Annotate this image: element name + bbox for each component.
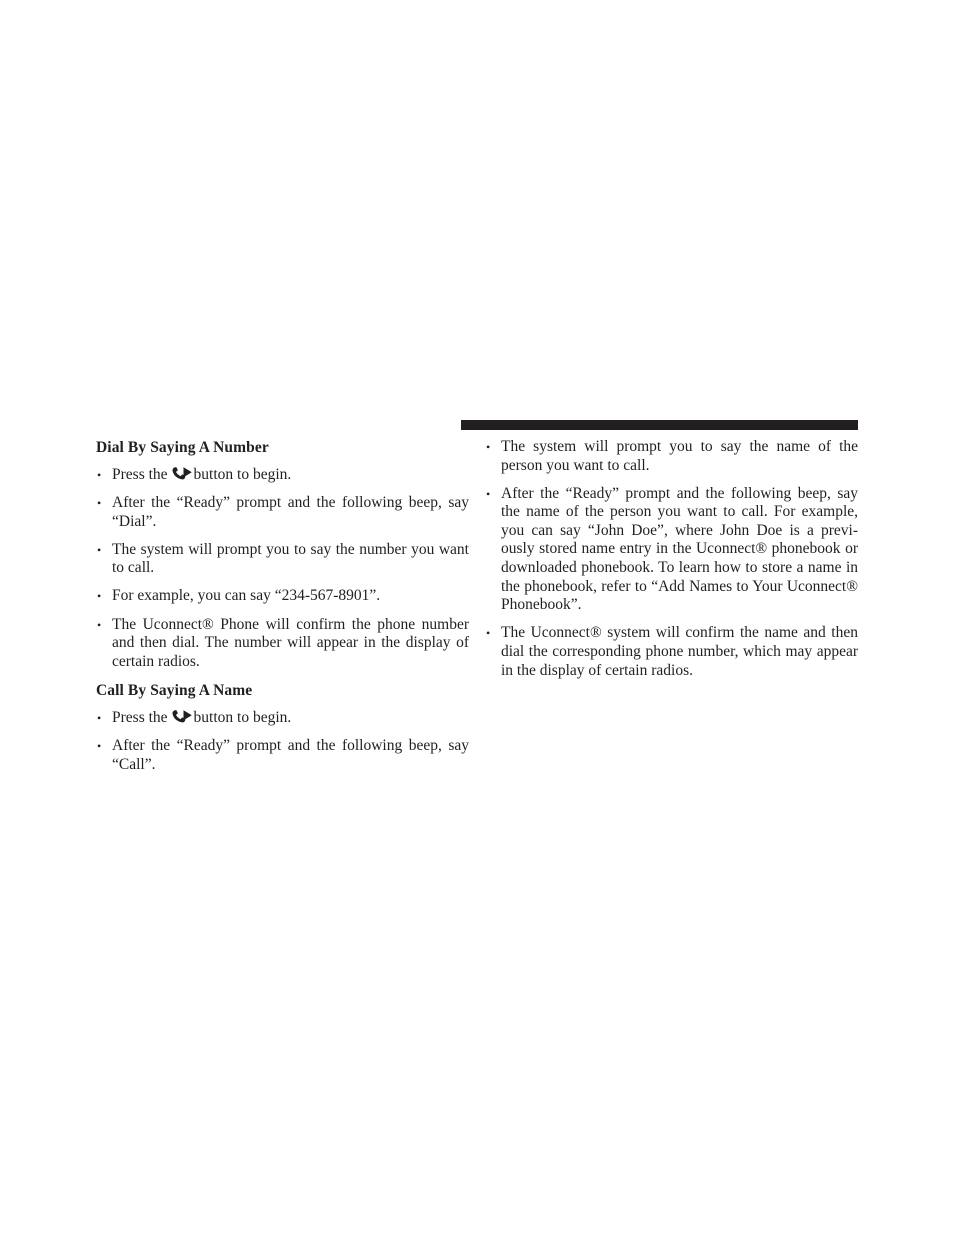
bullet-icon: • — [97, 589, 102, 604]
right-column-list — [485, 438, 858, 680]
list-item: • Press the button to begin. — [97, 708, 292, 726]
right-column — [485, 438, 858, 690]
section-header-bar — [461, 420, 858, 430]
bullet-icon: • — [97, 542, 102, 557]
left-column — [96, 438, 469, 784]
bullet-icon: • — [486, 486, 491, 501]
list-item: • The system will prompt you to say the number you want to call. — [97, 540, 469, 577]
list-item: • For example, you can say “234-567-8901”. — [97, 587, 381, 605]
bullet-icon: • — [97, 738, 102, 753]
list-item: • After the “Ready” prompt and the following beep, say “Call”. — [97, 736, 469, 773]
bullet-icon: • — [97, 617, 102, 632]
list-item: • The system will prompt you to say the name of the person you want to call. — [486, 438, 858, 474]
bullet-icon: • — [97, 468, 102, 482]
list-item: • Press the button to begin. — [97, 466, 292, 483]
heading-call-by-name: Call By Saying A Name — [96, 681, 253, 699]
bullet-icon: • — [486, 626, 491, 641]
bullet-icon: • — [486, 440, 491, 454]
list-item: • After the “Ready” prompt and the following beep, say “Dial”. — [97, 494, 469, 530]
bullet-icon: • — [97, 710, 102, 725]
list-item: • The Uconnect® system will confirm the name and then dial the corresponding phone number, which may appear in the display of certain radios. — [486, 624, 858, 679]
bullet-icon: • — [97, 496, 102, 511]
heading-dial-by-number: Dial By Saying A Number — [96, 439, 269, 456]
dial-by-number-list — [96, 466, 469, 671]
phone-icon — [171, 709, 193, 723]
phone-icon — [171, 466, 193, 480]
call-by-name-list — [96, 709, 469, 774]
list-item: • The Uconnect® Phone will confirm the phone number and then dial. The number will appear in the display of certain radios. — [97, 615, 469, 670]
list-item: • After the “Ready” prompt and the following beep, say the name of the person you want to call. For example, you can say “John Doe”, where John Doe is a previ-ously stored name entry in the Uconnect® phonebook or downloaded phonebook. To learn how to store a name in the phonebook, refer to “Add Names to Your Uconnect® Phonebook”. — [486, 484, 858, 614]
